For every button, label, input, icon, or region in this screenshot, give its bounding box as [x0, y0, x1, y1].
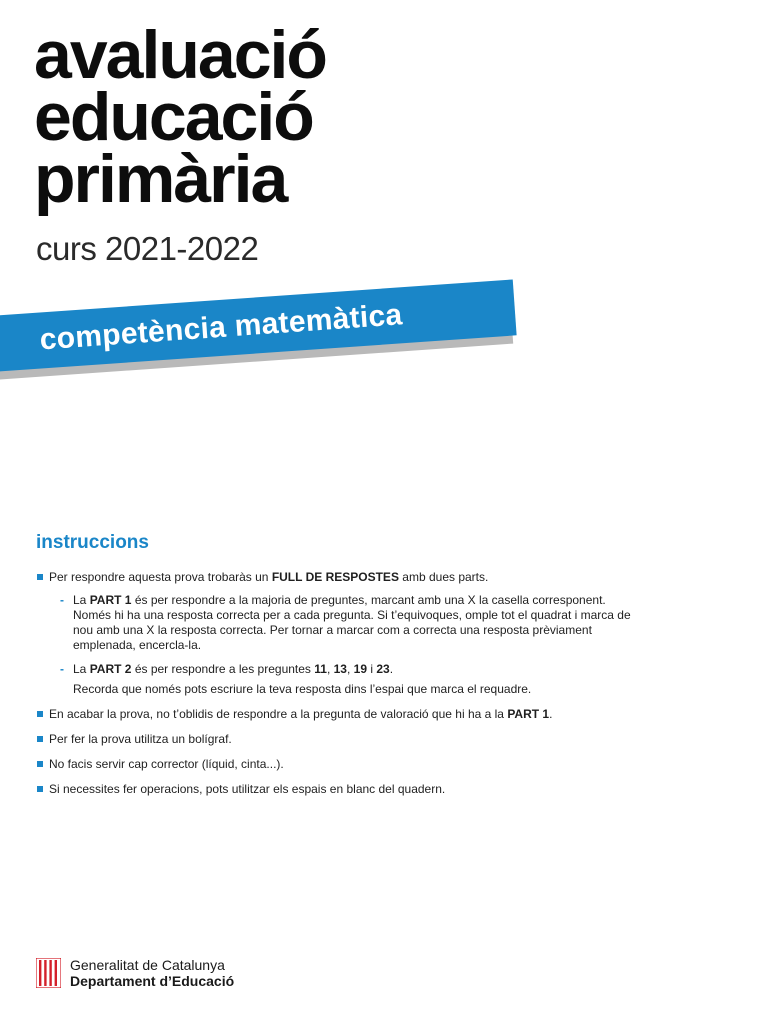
footer-organization: [36, 958, 234, 989]
item-bold: PART 1: [507, 707, 550, 721]
instructions-list: [36, 570, 636, 807]
sub-text: La: [73, 662, 90, 676]
sub-bold: PART 1: [89, 593, 132, 607]
separator: i: [367, 662, 377, 676]
bullet-square-icon: [37, 574, 43, 580]
instruction-item: [36, 782, 636, 797]
sub-text: és per respondre a la majoria de preguntes, marcant amb una X la casella corresponent. Només hi ha una resposta correcta per a cada pregunta. Si t’equivoques, omple tot el quadrat i marca de nou amb una X la resposta correcta. Per tornar a marcar com a correcta una resposta prèviament emplenada, encercla-la.: [73, 593, 631, 652]
sub-instruction-part2: [49, 662, 636, 697]
separator: ,: [326, 662, 334, 676]
item-text: Si necessites fer operacions, pots utilitzar els espais en blanc del quadern.: [49, 782, 446, 796]
sub-instruction-part1: [49, 593, 636, 653]
bullet-square-icon: [37, 761, 43, 767]
sub-text: La: [73, 593, 90, 607]
title-line-3: primària: [34, 141, 287, 217]
question-number: 23: [376, 662, 390, 676]
senyera-logo-icon: [36, 958, 61, 988]
dash-icon: -: [60, 593, 64, 607]
item-text: En acabar la prova, no t’oblidis de respondre a la pregunta de valoració que hi ha a la: [49, 707, 508, 721]
bullet-square-icon: [37, 736, 43, 742]
instructions-heading: instruccions: [36, 532, 149, 553]
question-number: 13: [333, 662, 347, 676]
school-year: curs 2021-2022: [36, 230, 259, 267]
question-number: 19: [353, 662, 368, 676]
document-title: [34, 17, 734, 217]
instruction-item: [36, 757, 636, 772]
item-text: No facis servir cap corrector (líquid, cinta...).: [49, 757, 284, 771]
instruction-item: [36, 570, 636, 697]
sub-instructions: [49, 593, 636, 697]
instruction-item: [36, 707, 636, 722]
instruction-item: [36, 732, 636, 747]
title-line-1: avaluació: [34, 17, 326, 93]
sub-note: Recorda que només pots escriure la teva resposta dins l’espai que marca el requadre.: [73, 682, 532, 696]
subject-title: competència matemàtica: [38, 298, 404, 357]
sub-bold: PART 2: [89, 662, 132, 676]
item-text: .: [549, 707, 553, 721]
subject-banner: [0, 278, 534, 387]
item-text: Per fer la prova utilitza un bolígraf.: [49, 732, 232, 746]
item-text: Per respondre aquesta prova trobaràs un: [49, 570, 272, 584]
department-name: Departament d’Educació: [70, 973, 235, 989]
bullet-square-icon: [37, 711, 43, 717]
dash-icon: -: [60, 662, 64, 676]
footer-text: [70, 958, 234, 989]
title-line-2: educació: [34, 79, 313, 155]
government-name: Generalitat de Catalunya: [70, 957, 225, 973]
bullet-square-icon: [37, 786, 43, 792]
separator: .: [389, 662, 394, 676]
separator: ,: [346, 662, 354, 676]
question-number: 11: [314, 662, 327, 676]
sub-text: és per respondre a les preguntes: [131, 662, 315, 676]
item-text: amb dues parts.: [398, 570, 489, 584]
item-bold: FULL DE RESPOSTES: [271, 570, 399, 584]
